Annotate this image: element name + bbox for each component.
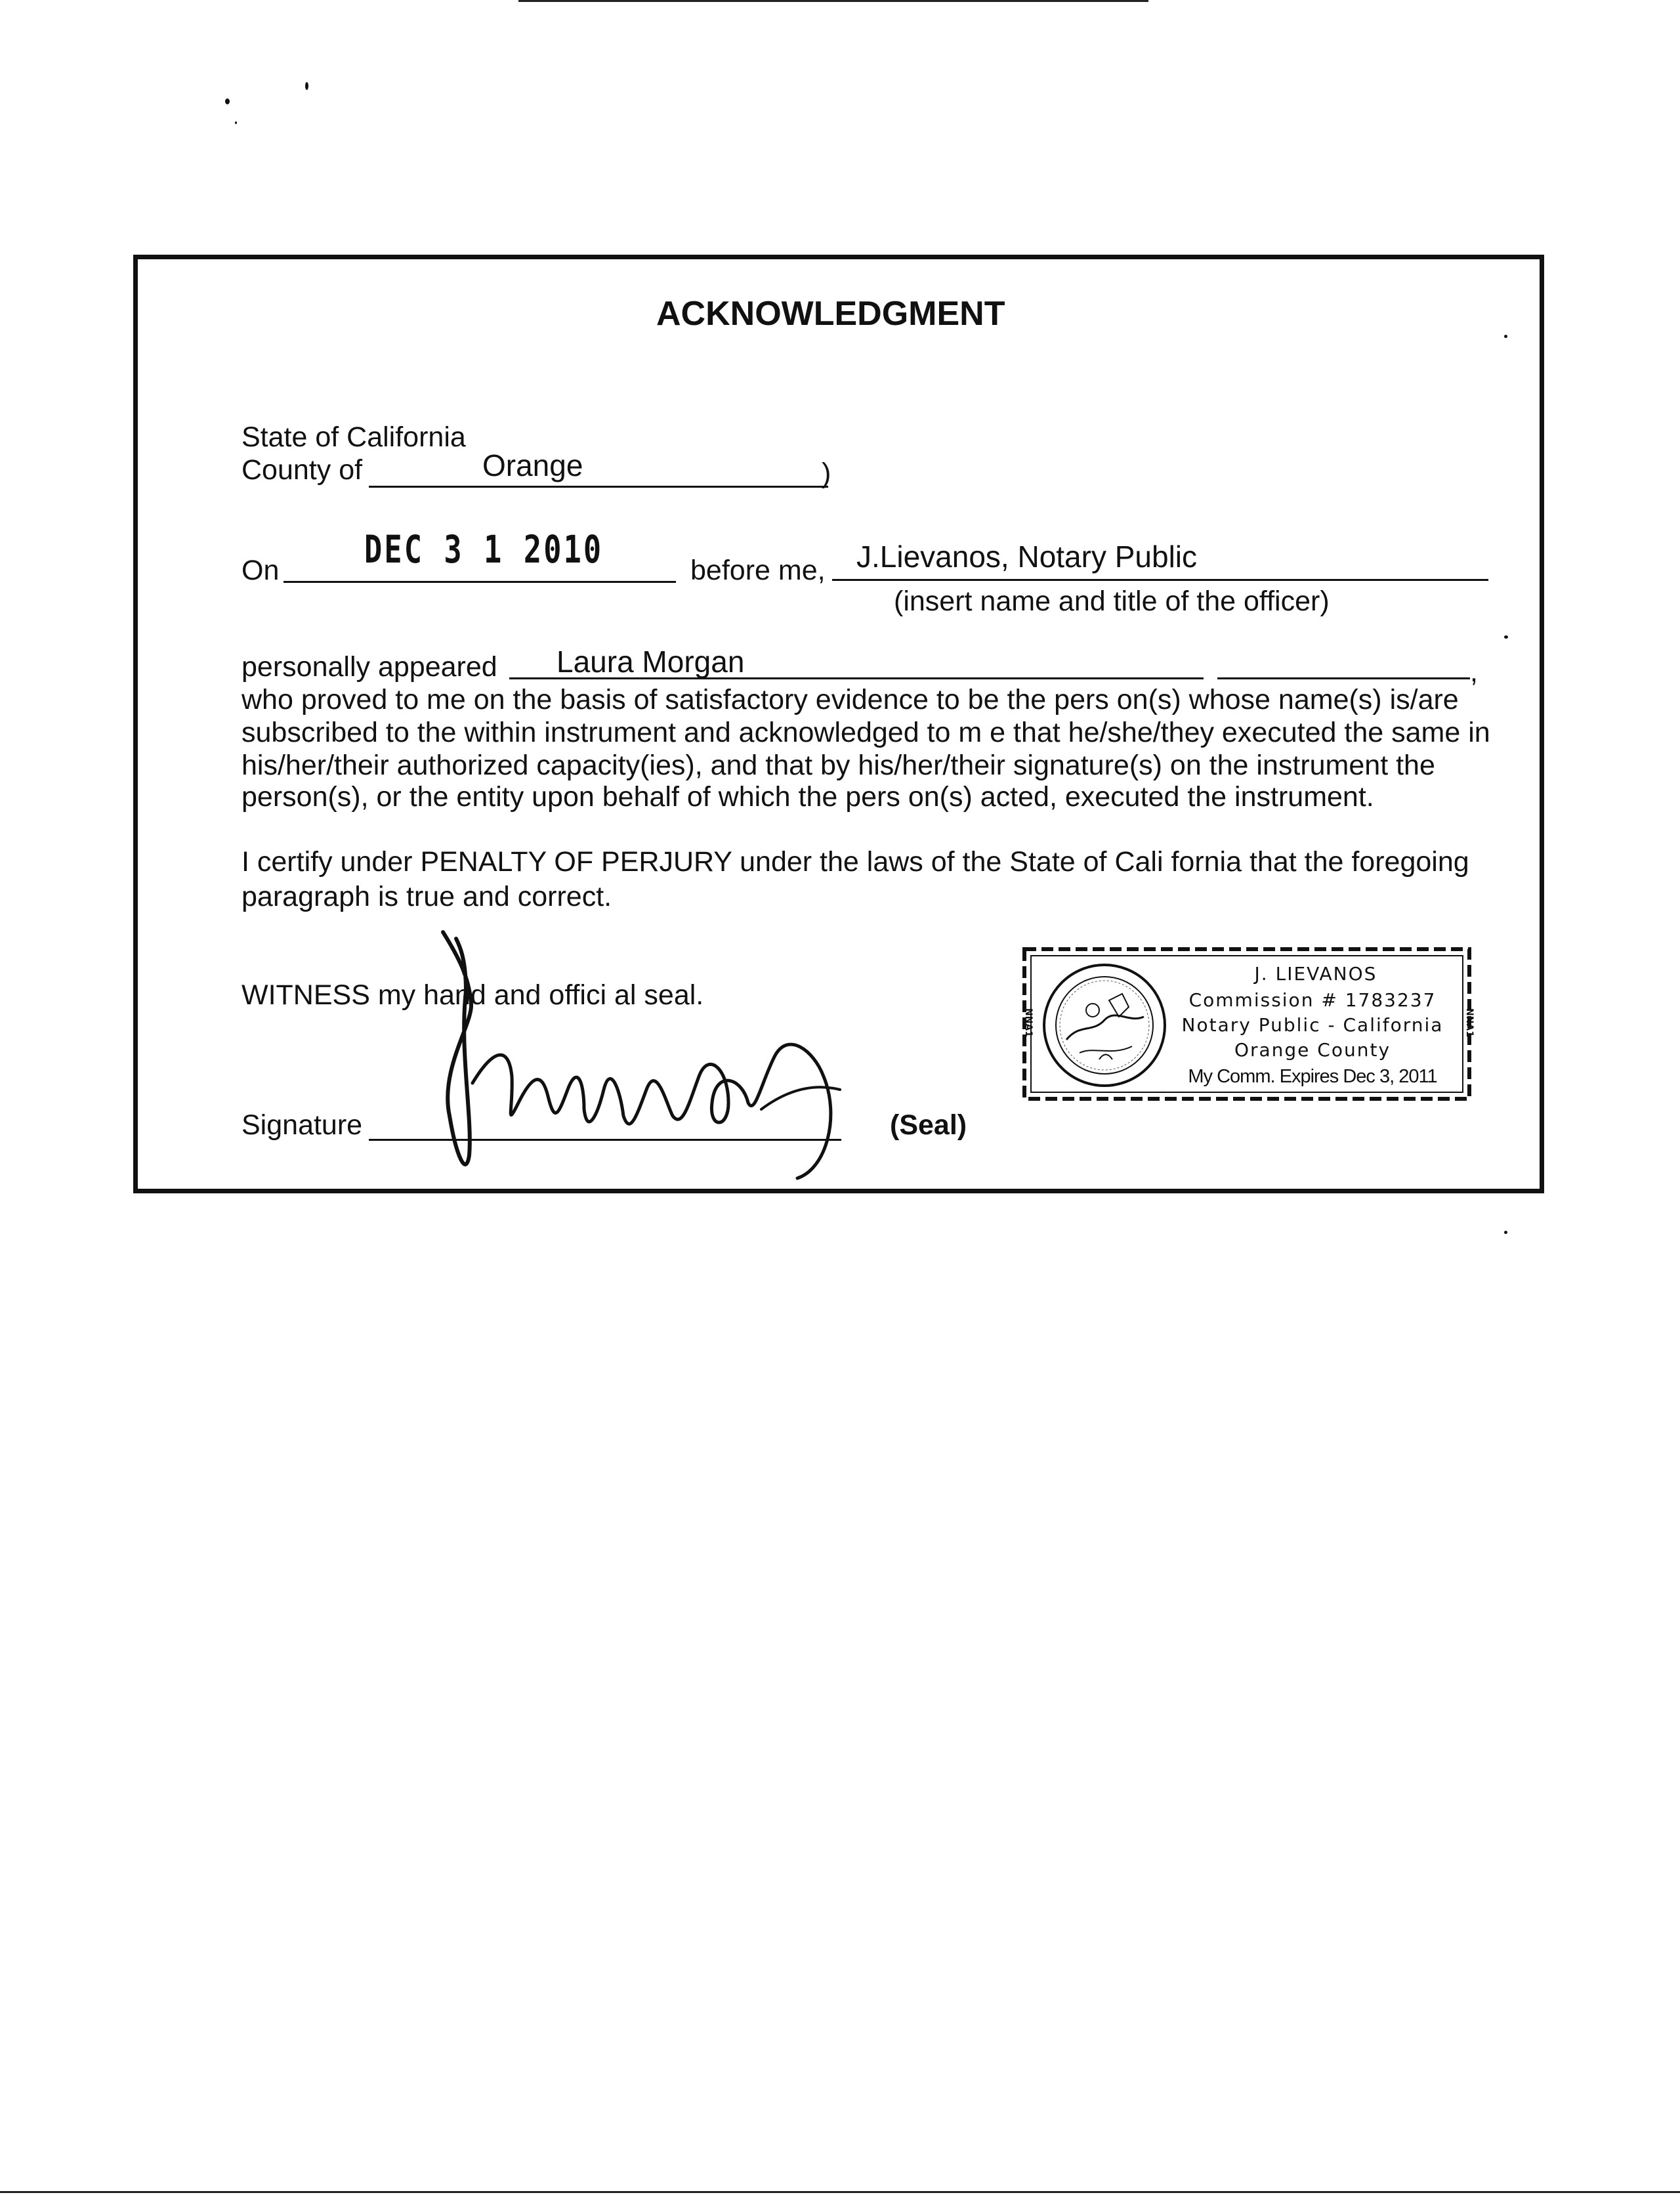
form-title: ACKNOWLEDGMENT (656, 295, 1005, 333)
paragraph-line: person(s), or the entity upon behalf of which the pers on(s) acted, executed the instrument. (242, 781, 1374, 813)
certify-line: paragraph is true and correct. (242, 881, 612, 912)
appeared-comma: , (1470, 656, 1478, 688)
seal-commission: Commission # 1783237 (1188, 989, 1437, 1011)
seal-side-code-right: NNA1 (1464, 1008, 1475, 1038)
scan-speck (225, 98, 230, 104)
appeared-value: Laura Morgan (556, 645, 745, 679)
appeared-underline-2 (1217, 677, 1470, 679)
scan-speck (1504, 1231, 1507, 1234)
handwritten-signature (420, 919, 866, 1182)
officer-value: J.Lievanos, Notary Public (856, 540, 1198, 574)
county-label: County of (242, 454, 363, 486)
certify-line: I certify under PENALTY OF PERJURY under the laws of the State of Cali fornia that the foregoing (242, 846, 1469, 878)
paragraph-line: who proved to me on the basis of satisfactory evidence to be the pers on(s) whose name(s) is/are (242, 684, 1459, 715)
seal-title: Notary Public - California (1181, 1014, 1444, 1036)
scan-speck (235, 121, 237, 124)
officer-underline (832, 579, 1488, 581)
appeared-label: personally appeared (242, 651, 497, 683)
seal-expires: My Comm. Expires Dec 3, 2011 (1188, 1066, 1437, 1087)
before-me-label: before me, (690, 555, 826, 586)
witness-line: WITNESS my hand and offici al seal. (242, 979, 704, 1011)
scan-edge-bottom (0, 2191, 1680, 2193)
officer-caption: (insert name and title of the officer) (894, 586, 1330, 617)
county-underline (369, 486, 828, 488)
paragraph-line: subscribed to the within instrument and acknowledged to m e that he/she/they executed the same in (242, 717, 1490, 748)
on-label: On (242, 555, 280, 586)
seal-side-code-left: NNA1 (1023, 1008, 1034, 1038)
seal-notary-name: J. LIEVANOS (1254, 963, 1377, 985)
scan-speck (305, 82, 308, 90)
paragraph-line: his/her/their authorized capacity(ies), and that by his/her/their signature(s) on the instrument the (242, 750, 1435, 781)
seal-label: (Seal) (890, 1109, 967, 1141)
scan-edge-top (518, 0, 1148, 2)
date-underline (284, 581, 676, 583)
state-seal-emblem (1040, 961, 1169, 1090)
state-line: State of California (242, 421, 466, 453)
notary-seal-stamp (1020, 945, 1473, 1103)
county-paren: ) (822, 458, 831, 489)
signature-label: Signature (242, 1109, 363, 1141)
seal-county: Orange County (1234, 1039, 1391, 1061)
date-stamp: DEC 3 1 2010 (364, 527, 604, 572)
county-value: Orange (482, 448, 583, 482)
